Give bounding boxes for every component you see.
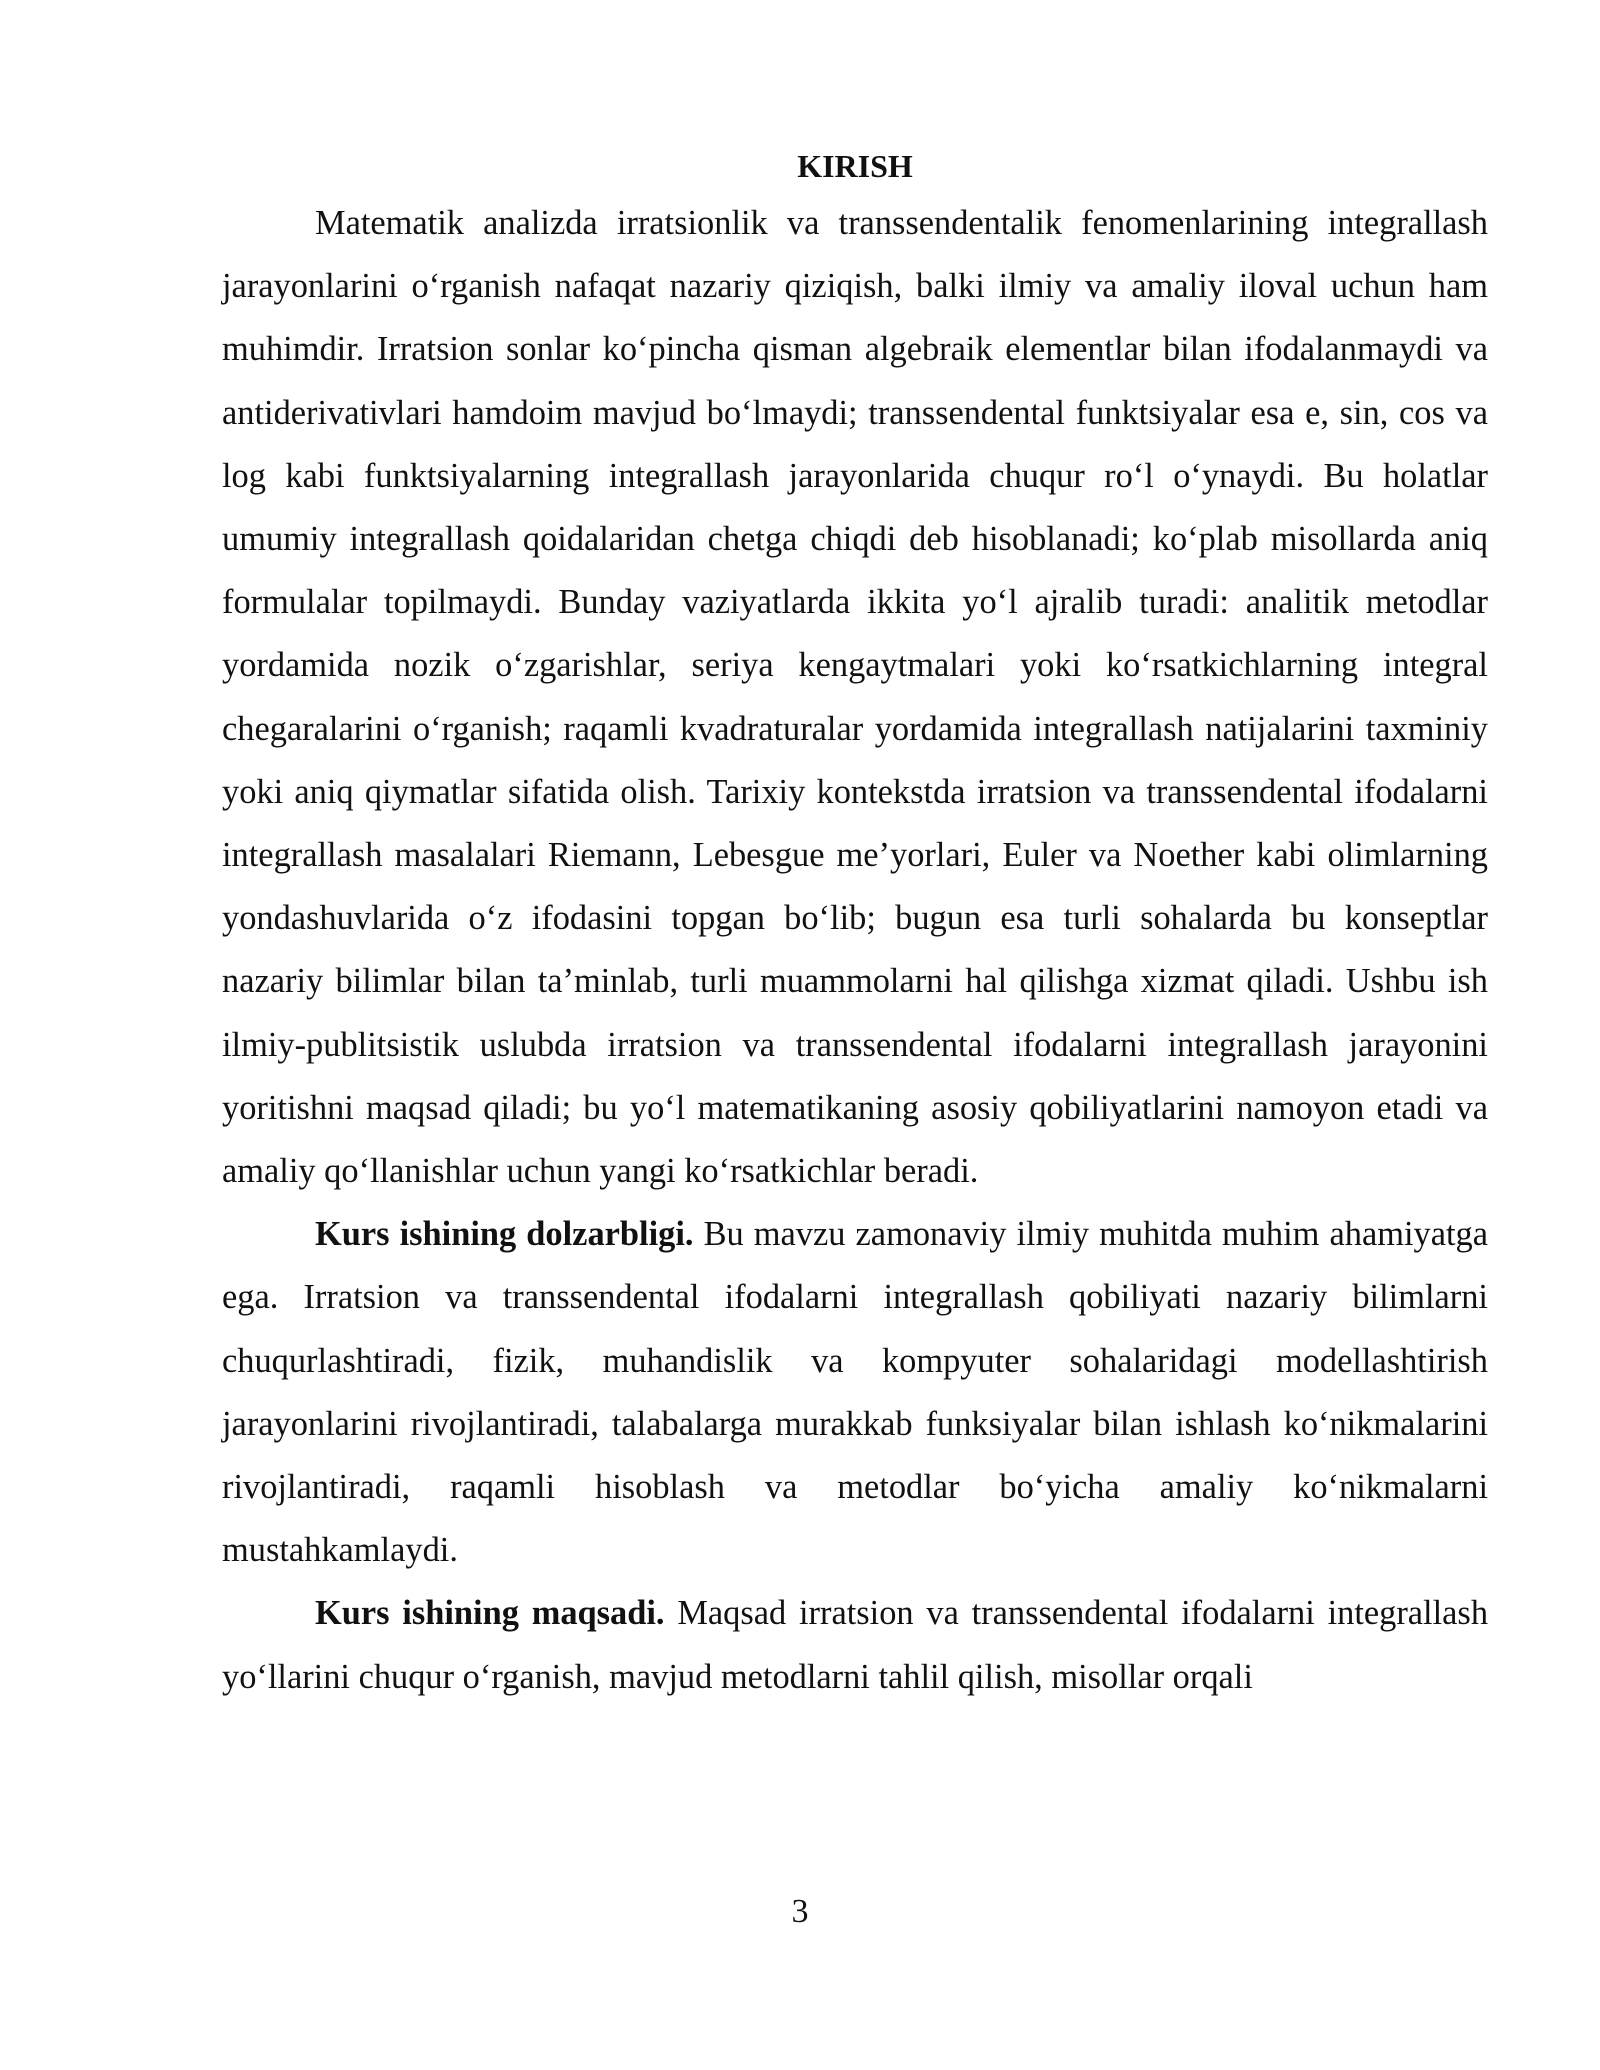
goal-text: Maqsad irratsion va transsendental ifodalarni integrallash yo‘llarini chuqur o‘rganish, mavjud metodlarni tahlil qilish, misollar orqali — [222, 1594, 1489, 1696]
page-body — [222, 146, 1488, 1709]
goal-label: Kurs ishining maqsadi. — [315, 1594, 665, 1633]
page-number: 3 — [791, 1893, 809, 1930]
section-heading: KIRISH — [797, 148, 913, 184]
relevance-paragraph — [222, 1203, 1488, 1582]
goal-paragraph — [222, 1582, 1488, 1708]
relevance-label: Kurs ishining dolzarbligi. — [315, 1215, 694, 1254]
intro-paragraph: Matematik analizda irratsionlik va transsendentalik fenomenlarining integrallash jarayonlarini o‘rganish nafaqat nazariy qiziqish, balki ilmiy va amaliy iloval uchun ham muhimdir. Irratsion sonlar ko‘pincha qisman algebraik elementlar bilan ifodalanmaydi va antiderivativlari hamdoim mavjud bo‘lmaydi; transsendental funktsiyalar esa e, sin, cos va log kabi funktsiyalarning integrallash jarayonlarida chuqur ro‘l o‘ynaydi. Bu holatlar umumiy integrallash qoidalaridan chetga chiqdi deb hisoblanadi; ko‘plab misollarda aniq formulalar topilmaydi. Bunday vaziyatlarda ikkita yo‘l ajralib turadi: analitik metodlar yordamida nozik o‘zgarishlar, seriya kengaytmalari yoki ko‘rsatkichlarning integral chegaralarini o‘rganish; raqamli kvadraturalar yordamida integrallash natijalarini taxminiy yoki aniq qiymatlar sifatida olish. Tarixiy kontekstda irratsion va transsendental ifodalarni integrallash masalalari Riemann, Lebesgue me’yorlari, Euler va Noether kabi olimlarning yondashuvlarida o‘z ifodasini topgan bo‘lib; bugun esa turli sohalarda bu konseptlar nazariy bilimlar bilan ta’minlab, turli muammolarni hal qilishga xizmat qiladi. Ushbu ish ilmiy-publitsistik uslubda irratsion va transsendental ifodalarni integrallash jarayonini yoritishni maqsad qiladi; bu yo‘l matematikaning asosiy qobiliyatlarini namoyon etadi va amaliy qo‘llanishlar uchun yangi ko‘rsatkichlar beradi. — [222, 204, 1488, 1191]
relevance-text: Bu mavzu zamonaviy ilmiy muhitda muhim ahamiyatga ega. Irratsion va transsendental ifodalarni integrallash qobiliyati nazariy bilimlarni chuqurlashtiradi, fizik, muhandislik va kompyuter sohalaridagi modellashtirish jarayonlarini rivojlantiradi, talabalarga murakkab funksiyalar bilan ishlash ko‘nikmalarini rivojlantiradi, raqamli hisoblash va metodlar bo‘yicha amaliy ko‘nikmalarni mustahkamlaydi. — [222, 1215, 1488, 1570]
